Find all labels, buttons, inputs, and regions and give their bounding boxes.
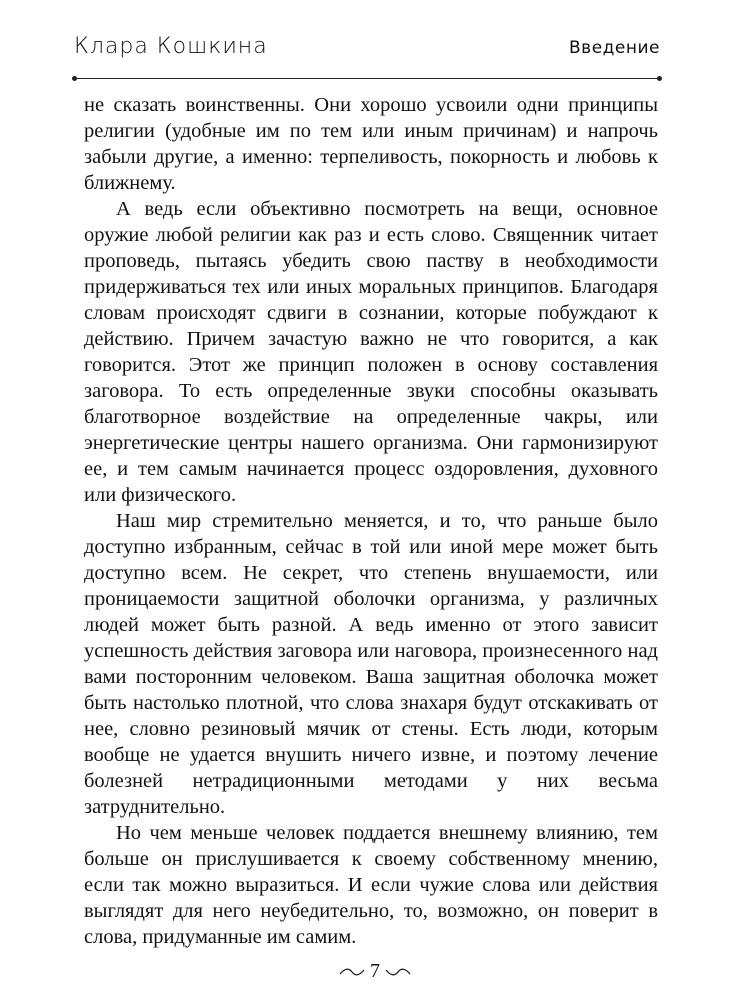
page-footer bbox=[0, 960, 750, 983]
paragraph-2: А ведь если объективно посмотреть на вещи, основное оружие любой религии как раз и есть слово. Священник читает проповедь, пытаясь убедить свою паству в необходимости придерживаться тех или иных моральных принципов. Благодаря словам происходят сдвиги в сознании, которые побуждают к действию. Причем зачастую важно не что говорится, а как говорится. Этот же принцип положен в основу составления заговора. То есть определенные звуки способны оказывать благотворное воздействие на определенные чакры, или энергетические центры нашего организма. Они гармонизируют ее, и тем самым начинается процесс оздоровления, духовного или физического. bbox=[84, 198, 658, 506]
right-swash-ornament bbox=[385, 966, 411, 978]
header-rule bbox=[74, 78, 660, 79]
header-author: Клара Кошкина bbox=[74, 34, 268, 59]
page-body bbox=[84, 92, 658, 950]
paragraph-1: не сказать воинственны. Они хорошо усвоили одни принципы религии (удобные им по тем или иным причинам) и напрочь забыли другие, а именно: терпеливость, покорность и любовь к ближнему. bbox=[84, 94, 658, 194]
header-section-title: Введение bbox=[569, 38, 660, 58]
page-number: 7 bbox=[370, 960, 380, 982]
left-swash-ornament bbox=[339, 966, 365, 978]
paragraph-3: Наш мир стремительно меняется, и то, что раньше было доступно избранным, сейчас в той или иной мере может быть доступно всем. Не секрет, что степень внушаемости, или проницаемости защитной оболочки организма, у различных людей может быть разной. А ведь именно от этого зависит успешность действия заговора или наговора, произнесенного над вами посторонним человеком. Ваша защитная оболочка может быть настолько плотной, что слова знахаря будут отскакивать от нее, словно резиновый мячик от стены. Есть люди, которым вообще не удается внушить ничего извне, и поэтому лечение болезней нетрадиционными методами у них весьма затруднительно. bbox=[84, 510, 658, 818]
paragraph-4: Но чем меньше человек поддается внешнему влиянию, тем больше он прислушивается к своему собственному мнению, если так можно выразиться. И если чужие слова или действия выглядят для него неубедительно, то, возможно, он поверит в слова, придуманные им самим. bbox=[84, 822, 658, 948]
running-header bbox=[74, 34, 660, 78]
